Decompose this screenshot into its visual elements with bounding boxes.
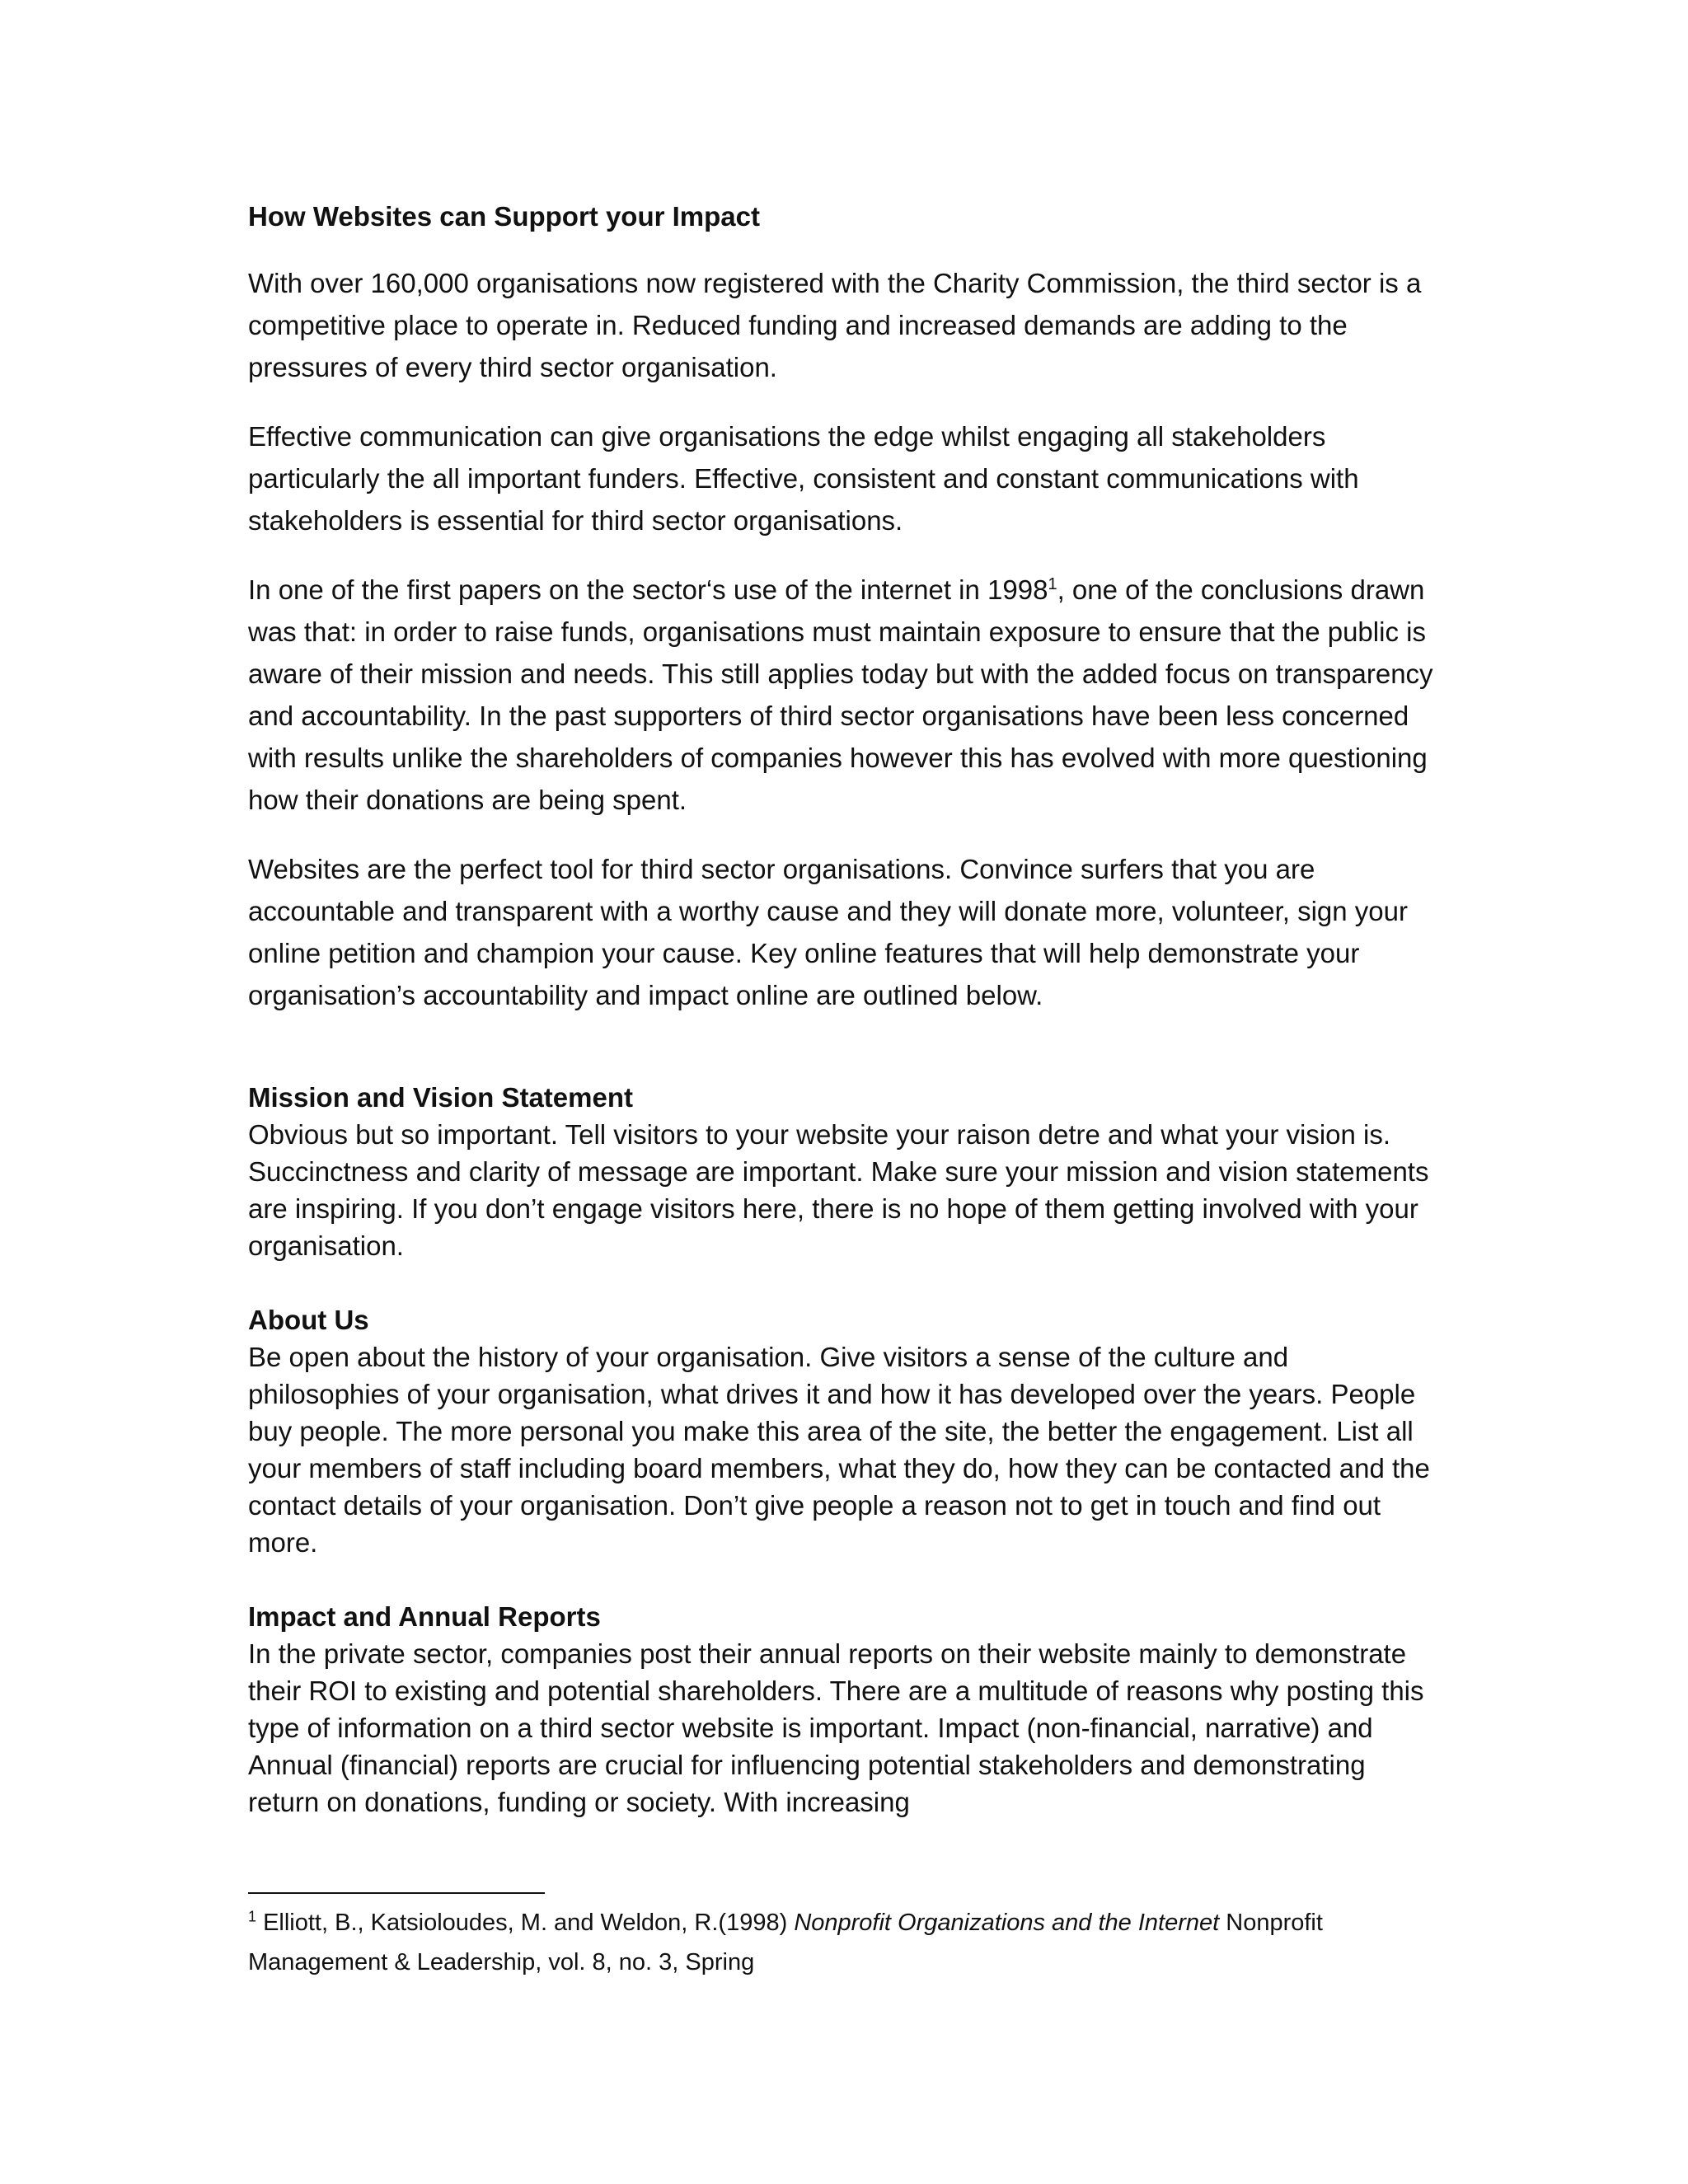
paragraph-charity-commission: With over 160,000 organisations now registered with the Charity Commission, the third sector is a competitive place to operate in. Reduced funding and increased demands are adding to the pressures of every third sector organisation.	[248, 268, 1422, 382]
section-heading: Impact and Annual Reports	[248, 1601, 601, 1632]
footnote-source: Nonprofit Management & Leadership, vol. 8, no. 3, Spring	[248, 1910, 1323, 1975]
footnote-reference: 1	[1048, 575, 1057, 593]
paragraph-text-end: , one of the conclusions drawn was that: in order to raise funds, organisations must maintain exposure to ensure that the public is aware of their mission and needs. This still applies today but with the added focus on transparency and accountability. In the past supporters of third sector organisations have been less concerned with results unlike the shareholders of companies however this has evolved with more questioning how their donations are being spent.	[248, 574, 1433, 815]
section-about-us	[248, 1301, 1443, 1561]
section-impact-reports	[248, 1598, 1443, 1821]
footnote-authors: Elliott, B., Katsioloudes, M. and Weldon, R.(1998)	[256, 1910, 795, 1936]
section-text: Be open about the history of your organisation. Give visitors a sense of the culture and philosophies of your organisation, what drives it and how it has developed over the years. People buy people. The more personal you make this area of the site, the better the engagement. List all your members of staff including board members, what they do, how they can be contacted and the contact details of your organisation. Don’t give people a reason not to get in touch and find out more.	[248, 1342, 1430, 1558]
paragraph-internet-1998	[248, 569, 1443, 821]
document-title: How Websites can Support your Impact	[248, 201, 760, 232]
footnote-divider	[248, 1892, 545, 1894]
footnote	[248, 1903, 1443, 1982]
paragraph-text-start: In one of the first papers on the sector‘s use of the internet in 1998	[248, 574, 1048, 605]
paragraph-effective-communication: Effective communication can give organisations the edge whilst engaging all stakeholders particularly the all important funders. Effective, consistent and constant communications with stakeholders is essential for third sector organisations.	[248, 421, 1359, 536]
section-heading: Mission and Vision Statement	[248, 1082, 633, 1113]
footnote-work-title: Nonprofit Organizations and the Internet	[794, 1910, 1220, 1936]
paragraph-websites-tool: Websites are the perfect tool for third sector organisations. Convince surfers that you are accountable and transparent with a worthy cause and they will donate more, volunteer, sign your online petition and champion your cause. Key online features that will help demonstrate your organisation’s accountability and impact online are outlined below.	[248, 854, 1408, 1010]
section-text: Obvious but so important. Tell visitors to your website your raison detre and what your vision is. Succinctness and clarity of message are important. Make sure your mission and vision statements are inspiring. If you don’t engage visitors here, there is no hope of them getting involved with your organisation.	[248, 1119, 1429, 1261]
section-text: In the private sector, companies post their annual reports on their website mainly to demonstrate their ROI to existing and potential shareholders. There are a multitude of reasons why posting this type of information on a third sector website is important. Impact (non-financial, narrative) and Annual (financial) reports are crucial for influencing potential stakeholders and demonstrating return on donations, funding or society. With increasing	[248, 1638, 1424, 1817]
footnote-marker: 1	[248, 1908, 257, 1925]
section-heading: About Us	[248, 1305, 369, 1335]
section-mission-vision	[248, 1079, 1443, 1264]
document-body	[248, 198, 1443, 1858]
